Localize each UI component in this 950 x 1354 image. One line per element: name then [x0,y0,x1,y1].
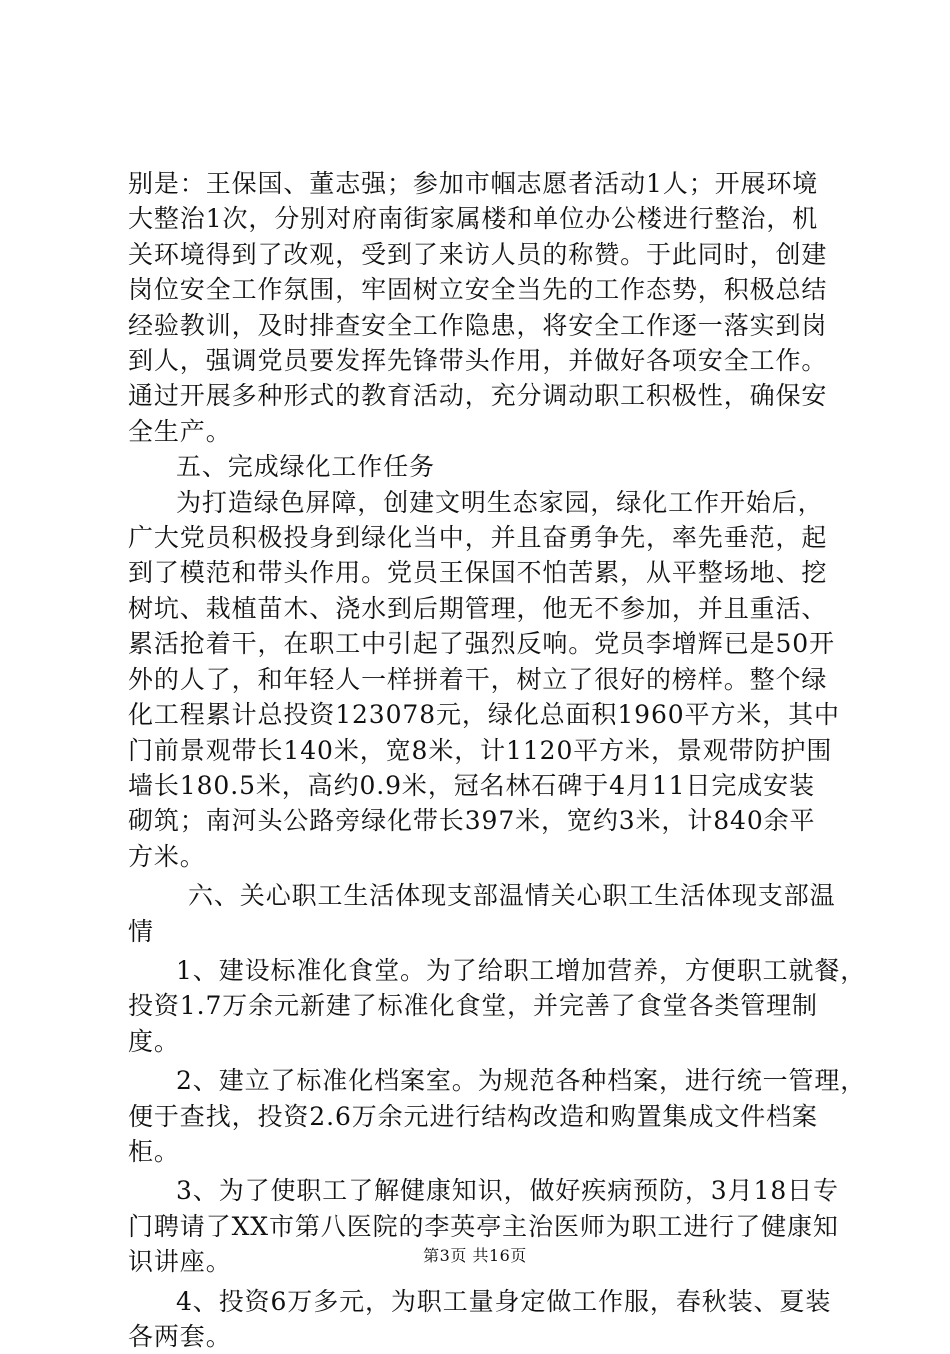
body-line: 到人，强调党员要发挥先锋带头作用，并做好各项安全工作。 [128,346,828,376]
body-line: 岗位安全工作氛围，牢固树立安全当先的工作态势，积极总结 [128,275,828,305]
body-line: 关环境得到了改观，受到了来访人员的称赞。于此同时，创建 [128,239,828,269]
body-line: 投资1.7万余元新建了标准化食堂，并完善了食堂各类管理制 [128,991,818,1021]
list-item: 1、建设标准化食堂。为了给职工增加营养，方便职工就餐， [176,955,867,985]
body-line: 方米。 [128,841,206,871]
section-heading-continued: 情 [128,916,154,946]
document-body [128,166,867,1354]
list-item: 3、为了使职工了解健康知识，做好疾病预防，3月18日专 [176,1176,839,1206]
body-line: 累活抢着干，在职工中引起了强烈反响。党员李增辉已是50开 [128,629,836,659]
body-line: 通过开展多种形式的教育活动，充分调动职工积极性，确保安 [128,381,828,411]
body-line: 化工程累计总投资123078元，绿化总面积1960平方米，其中 [128,700,840,730]
body-line: 树坑、栽植苗木、浇水到后期管理，他无不参加，并且重活、 [128,593,828,623]
body-line: 经验教训，及时排查安全工作隐患，将安全工作逐一落实到岗 [128,310,828,340]
section-heading: 六、关心职工生活体现支部温情关心职工生活体现支部温 [188,881,836,911]
page-number-footer: 第3页 共16页 [423,1246,527,1265]
body-line: 砌筑；南河头公路旁绿化带长397米，宽约3米，计840余平 [128,806,816,836]
body-line: 大整治1次，分别对府南街家属楼和单位办公楼进行整治，机 [128,204,819,234]
body-line: 度。 [128,1026,180,1056]
body-line: 便于查找，投资2.6万余元进行结构改造和购置集成文件档案 [128,1101,818,1131]
body-line: 识讲座。 [128,1247,232,1277]
body-line: 墙长180.5米，高约0.9米，冠名林石碑于4月11日完成安装 [128,770,815,800]
body-line: 为打造绿色屏障，创建文明生态家园，绿化工作开始后， [176,487,824,517]
section-heading: 五、完成绿化工作任务 [176,452,436,482]
body-line: 各两套。 [128,1322,232,1351]
body-line: 门前景观带长140米，宽8米，计1120平方米，景观带防护围 [128,735,833,765]
body-line: 别是：王保国、董志强；参加市帼志愿者活动1人；开展环境 [128,169,819,198]
list-item: 2、建立了标准化档案室。为规范各种档案，进行统一管理， [176,1066,867,1096]
body-line: 广大党员积极投身到绿化当中，并且奋勇争先，率先垂范，起 [128,523,828,553]
body-line: 全生产。 [128,416,232,446]
body-line: 到了模范和带头作用。党员王保国不怕苦累，从平整场地、挖 [128,558,828,588]
body-line: 柜。 [128,1136,180,1166]
list-item: 4、投资6万多元，为职工量身定做工作服，春秋装、夏装 [176,1286,832,1316]
body-line: 外的人了，和年轻人一样拼着干，树立了很好的榜样。整个绿 [128,664,828,694]
body-line: 门聘请了XX市第八医院的李英亭主治医师为职工进行了健康知 [128,1211,839,1241]
